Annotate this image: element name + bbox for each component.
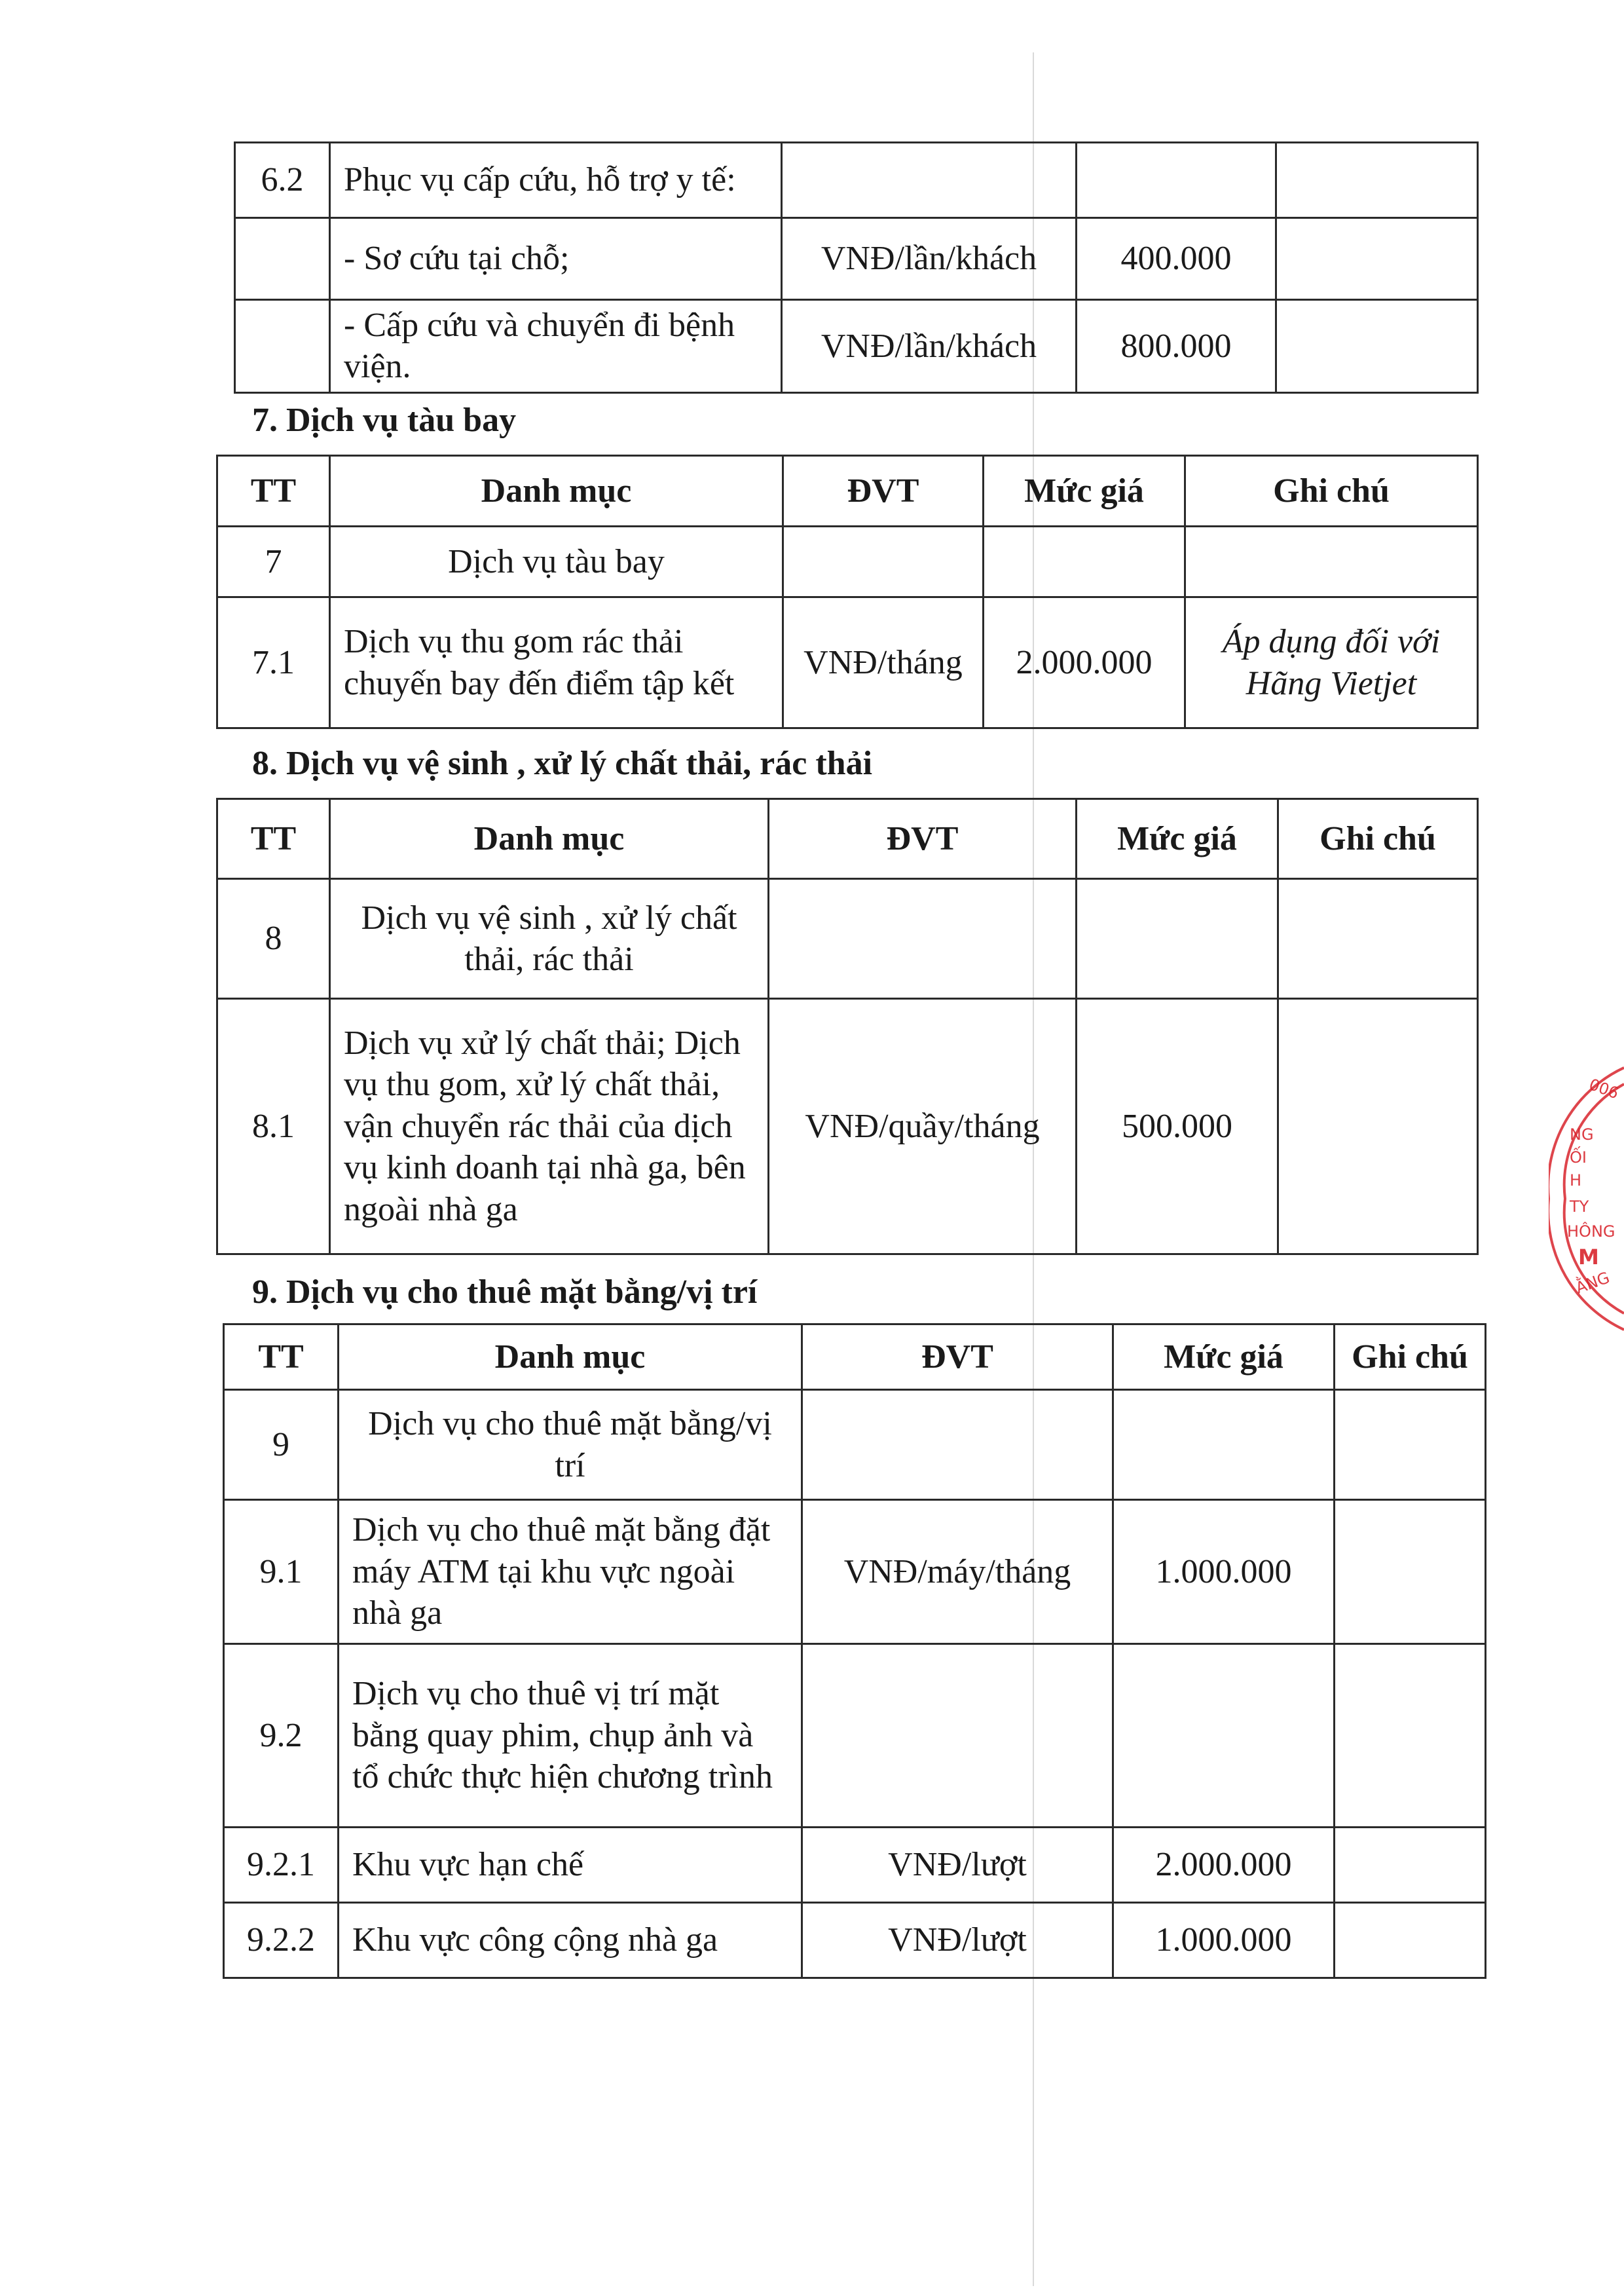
table-section-7 xyxy=(216,455,1479,729)
row-unit: VNĐ/lần/khách xyxy=(782,300,1077,393)
row-price: 2.000.000 xyxy=(984,597,1185,728)
row-tt xyxy=(235,218,330,300)
row-note xyxy=(1335,1644,1486,1828)
row-price: 500.000 xyxy=(1077,999,1278,1254)
row-unit xyxy=(802,1390,1113,1500)
row-note xyxy=(1278,879,1478,999)
col-header-note: Ghi chú xyxy=(1335,1324,1486,1390)
row-note xyxy=(1335,1500,1486,1644)
row-item: - Cấp cứu và chuyển đi bệnh viện. xyxy=(330,300,782,393)
row-item: Dịch vụ xử lý chất thải; Dịch vụ thu gom, xử lý chất thải, vận chuyển rác thải của dịch vụ kinh doanh tại nhà ga, bên ngoài nhà ga xyxy=(330,999,769,1254)
table-row xyxy=(235,300,1478,393)
table-row xyxy=(224,1903,1486,1978)
table-row xyxy=(217,527,1478,597)
row-price: 400.000 xyxy=(1077,218,1276,300)
stamp-text-fragment: ẰNG xyxy=(1573,1268,1612,1298)
stamp-text-fragment: M xyxy=(1578,1245,1599,1269)
row-price: 1.000.000 xyxy=(1113,1903,1335,1978)
stamp-text-fragment: TY xyxy=(1570,1197,1589,1216)
row-unit xyxy=(769,879,1077,999)
row-unit: VNĐ/lần/khách xyxy=(782,218,1077,300)
row-item: Dịch vụ cho thuê vị trí mặt bằng quay phim, chụp ảnh và tổ chức thực hiện chương trình xyxy=(339,1644,802,1828)
table-row xyxy=(235,218,1478,300)
col-header-unit: ĐVT xyxy=(769,799,1077,879)
col-header-item: Danh mục xyxy=(330,456,783,527)
col-header-price: Mức giá xyxy=(1113,1324,1335,1390)
row-tt xyxy=(235,300,330,393)
row-item: Khu vực công cộng nhà ga xyxy=(339,1903,802,1978)
row-item: - Sơ cứu tại chỗ; xyxy=(330,218,782,300)
row-price xyxy=(1113,1644,1335,1828)
row-note xyxy=(1276,300,1478,393)
row-note xyxy=(1276,218,1478,300)
table-section-9 xyxy=(223,1323,1486,1979)
row-item: Khu vực hạn chế xyxy=(339,1828,802,1903)
row-unit: VNĐ/máy/tháng xyxy=(802,1500,1113,1644)
col-header-unit: ĐVT xyxy=(783,456,984,527)
row-note xyxy=(1278,999,1478,1254)
table-header-row xyxy=(224,1324,1486,1390)
row-tt: 9 xyxy=(224,1390,339,1500)
table-header-row xyxy=(217,799,1478,879)
row-note xyxy=(1185,527,1478,597)
row-price: 2.000.000 xyxy=(1113,1828,1335,1903)
row-tt: 8.1 xyxy=(217,999,330,1254)
table-section-6 xyxy=(234,141,1479,394)
section-9-heading: 9. Dịch vụ cho thuê mặt bằng/vị trí xyxy=(252,1273,758,1311)
stamp-text-fragment: HÔNG xyxy=(1567,1222,1615,1241)
col-header-note: Ghi chú xyxy=(1278,799,1478,879)
row-note xyxy=(1335,1390,1486,1500)
row-tt: 7.1 xyxy=(217,597,330,728)
table-header-row xyxy=(217,456,1478,527)
table-row xyxy=(235,143,1478,218)
row-item: Dịch vụ thu gom rác thải chuyến bay đến điểm tập kết xyxy=(330,597,783,728)
row-price xyxy=(1077,879,1278,999)
col-header-price: Mức giá xyxy=(984,456,1185,527)
stamp-text-fragment: NG xyxy=(1570,1125,1594,1144)
table-row xyxy=(224,1390,1486,1500)
col-header-tt: TT xyxy=(217,799,330,879)
stamp-text-fragment: H xyxy=(1570,1171,1582,1190)
section-8-heading: 8. Dịch vụ vệ sinh , xử lý chất thải, rác thải xyxy=(252,745,873,782)
row-note: Áp dụng đối với Hãng Vietjet xyxy=(1185,597,1478,728)
row-item: Phục vụ cấp cứu, hỗ trợ y tế: xyxy=(330,143,782,218)
row-note xyxy=(1335,1828,1486,1903)
row-unit: VNĐ/lượt xyxy=(802,1903,1113,1978)
row-tt: 9.2 xyxy=(224,1644,339,1828)
row-tt: 8 xyxy=(217,879,330,999)
table-row xyxy=(224,1500,1486,1644)
row-unit: VNĐ/lượt xyxy=(802,1828,1113,1903)
row-price: 1.000.000 xyxy=(1113,1500,1335,1644)
row-note xyxy=(1276,143,1478,218)
col-header-note: Ghi chú xyxy=(1185,456,1478,527)
row-tt: 7 xyxy=(217,527,330,597)
row-unit: VNĐ/quầy/tháng xyxy=(769,999,1077,1254)
col-header-unit: ĐVT xyxy=(802,1324,1113,1390)
row-tt: 6.2 xyxy=(235,143,330,218)
table-row xyxy=(224,1644,1486,1828)
row-price xyxy=(1077,143,1276,218)
row-price xyxy=(984,527,1185,597)
table-row xyxy=(217,879,1478,999)
col-header-price: Mức giá xyxy=(1077,799,1278,879)
row-tt: 9.1 xyxy=(224,1500,339,1644)
table-row xyxy=(217,597,1478,728)
table-row xyxy=(217,999,1478,1254)
row-unit xyxy=(782,143,1077,218)
row-item: Dịch vụ vệ sinh , xử lý chất thải, rác thải xyxy=(330,879,769,999)
row-item: Dịch vụ cho thuê mặt bằng đặt máy ATM tại khu vực ngoài nhà ga xyxy=(339,1500,802,1644)
section-7-heading: 7. Dịch vụ tàu bay xyxy=(252,402,517,439)
row-unit xyxy=(802,1644,1113,1828)
stamp-text-fragment: ỐI xyxy=(1570,1148,1587,1167)
row-price xyxy=(1113,1390,1335,1500)
row-tt: 9.2.2 xyxy=(224,1903,339,1978)
row-item: Dịch vụ tàu bay xyxy=(330,527,783,597)
col-header-item: Danh mục xyxy=(330,799,769,879)
row-unit: VNĐ/tháng xyxy=(783,597,984,728)
row-price: 800.000 xyxy=(1077,300,1276,393)
row-unit xyxy=(783,527,984,597)
table-section-8 xyxy=(216,798,1479,1255)
row-tt: 9.2.1 xyxy=(224,1828,339,1903)
official-seal-stamp xyxy=(1549,1055,1624,1343)
col-header-tt: TT xyxy=(224,1324,339,1390)
stamp-text-fragment: 006 xyxy=(1586,1075,1621,1103)
col-header-tt: TT xyxy=(217,456,330,527)
table-row xyxy=(224,1828,1486,1903)
row-note xyxy=(1335,1903,1486,1978)
row-item: Dịch vụ cho thuê mặt bằng/vị trí xyxy=(339,1390,802,1500)
col-header-item: Danh mục xyxy=(339,1324,802,1390)
